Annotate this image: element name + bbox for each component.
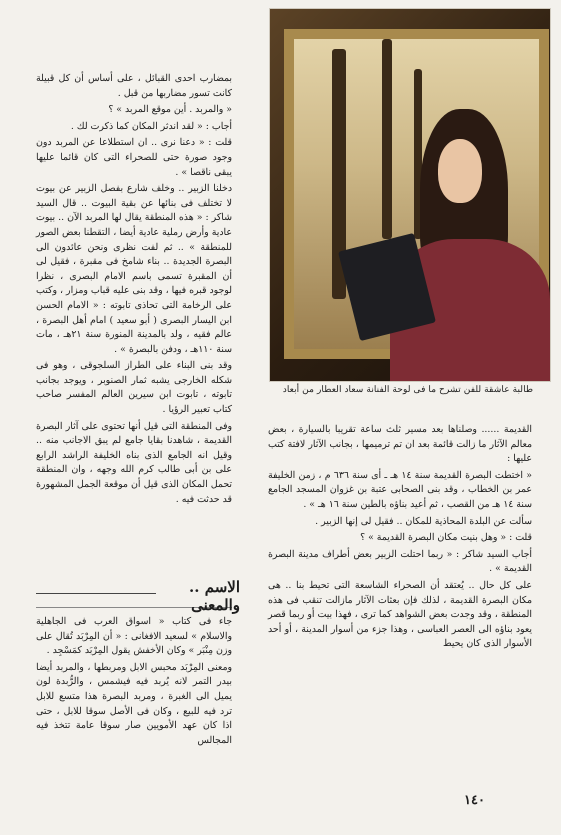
right-column-text <box>268 423 532 654</box>
section-heading: الاسم .. والمعنى <box>189 578 240 614</box>
paragraph: وقد بنى البناء على الطراز السلجوقى ، وهو فى شكله الخارجى يشبه ثمار الصنوبر ، ويوجد بجانب تابوته ، تابوت ابن سيرين العالم المفسر صاحب كتاب تعبير الرؤيا . <box>36 360 232 416</box>
girl-face <box>438 139 482 203</box>
paragraph: ومعنى المِرْبَد محبس الابل ومربطها ، والمربد أيضا بيدر التمر لانه يُربد فيه فيشمس ، والرُّبدة لون يميل الى الغبرة ، ومربد البصرة هذا متسع للابل ترد فيه للبيع ، وكان فى الأصل سوقا للابل ، حتى اذا كان عهد الأمويين صار سوقا عامة تتخذ فيه المجالس <box>36 661 232 746</box>
paragraph: قلت : « دعنا نرى .. ان استطلاعا عن المربد دون وجود صورة حتى للصحراء التى كان قائما عليها يبقى ناقصا » . <box>36 137 232 178</box>
photo-student-with-painting <box>269 8 551 382</box>
photo-caption: طالبة عاشقة للفن تشرح ما فى لوحة الفنانة سعاد العطار من أبعاد <box>282 384 534 395</box>
paragraph: وفى المنطقة التى قيل أنها تحتوى على آثار البصرة القديمة ، شاهدنا بقايا جامع لم يبق الاجانب منه .. وقيل انه الجامع الذى بناه الخليفة الراشد الرابع على بن أبى طالب كرم الله وجهه ، وان المنطقة تحمل المكان الذى قيل أن موقعة الجمل المشهورة قد حدثت فيه . <box>36 420 232 505</box>
paragraph: أجاب : « لقد اندثر المكان كما ذكرت لك . <box>70 120 232 132</box>
paragraph: « والمربد . أين موقع المربد » ؟ <box>108 104 232 116</box>
paragraph: « اختطت البصرة القديمة سنة ١٤ هـ ـ أى سنة ٦٣٦ م ، زمن الخليفة عمر بن الخطاب ، وقد بنى الصحابى عتبة بن غزوان المسجد الجامع سنة ١٤ هـ من القصب ، ثم أعيد بناؤه بالطين سنة ١٦ هـ » . <box>268 469 532 510</box>
left-column-bottom-text <box>36 615 232 750</box>
paragraph: سألت عن البلدة المحاذية للمكان .. فقيل لى إنها الزبير . <box>315 515 532 527</box>
heading-rule <box>36 593 156 594</box>
paragraph: بمضارب احدى القبائل ، على أساس أن كل قبيلة كانت تسور مضاربها من قبل . <box>36 73 232 99</box>
page-number: ١٤٠ <box>464 793 485 808</box>
left-column-text <box>36 72 232 509</box>
paragraph: دخلنا الزبير .. وخلف شارع بفصل الزبير عن بيوت لا تختلف فى بنائها عن بقية البيوت .. قال السيد شاكر : « هذه المنطقة يقال لها المربد الآن .. بيوت عادية وأرض رملية عادية أيضا ، التقطنا بعض الصور للمنطقة » .. ثم لفت نظرى ونحن عائدون الى البصرة الجديدة .. بناء شامخ فى مقبرة ، فقيل لى أن المقبرة تسمى باسم الامام البصرى ، نظرا لوجود قبره فيها ، وقد بنى عليه قباب ومزار ، وكتب على الرخامة التى تحاذى تابوته : « الامام الحسن ابن اليسار البصرى ( أبو سعيد ) امام أهل البصرة ، عالم فقيه ، ولد بالمدينة المنورة سنة ٢١هـ ، مات سنة ١١٠هـ ، ودفن بالبصرة » . <box>36 183 232 355</box>
paragraph: على كل حال .. يُعتقد أن الصحراء الشاسعة التى تحيط بنا .. هى مكان البصرة القديمة ، لذلك فإن بعثات الآثار مازالت تنقب فى هذه المنطقة ، وقد وجدت بعض الشواهد كما ترى ، فهذا بيت أو ربما قصر يعود بناؤه الى العصر العباسى ، وهذا جزء من أسوار المدينة ، أو أحد الأسوار الذى كان يحيط <box>268 579 532 650</box>
paragraph: جاء فى كتاب « اسواق العرب فى الجاهلية والاسلام » لسعيد الافغانى : « أن المِرْبَد تُقال على وزن مِنْبَر » وكان الأخفش يقول المِرْبَد كمَسْجِد . <box>36 616 232 657</box>
paragraph: أجاب السيد شاكر : « ربما احتلت الزبير بعض أطراف مدينة البصرة القديمة » . <box>268 548 532 575</box>
paragraph: القديمة ...... وصلناها بعد مسير ثلث ساعة تقريبا بالسيارة ، بعض معالم الآثار ما زالت قائمة بعد ان تم ترميمها ، بجانب الآثار لافتة كتب عليها : <box>268 424 532 465</box>
paragraph: قلت : « وهل بنيت مكان البصرة القديمة » ؟ <box>360 532 532 544</box>
